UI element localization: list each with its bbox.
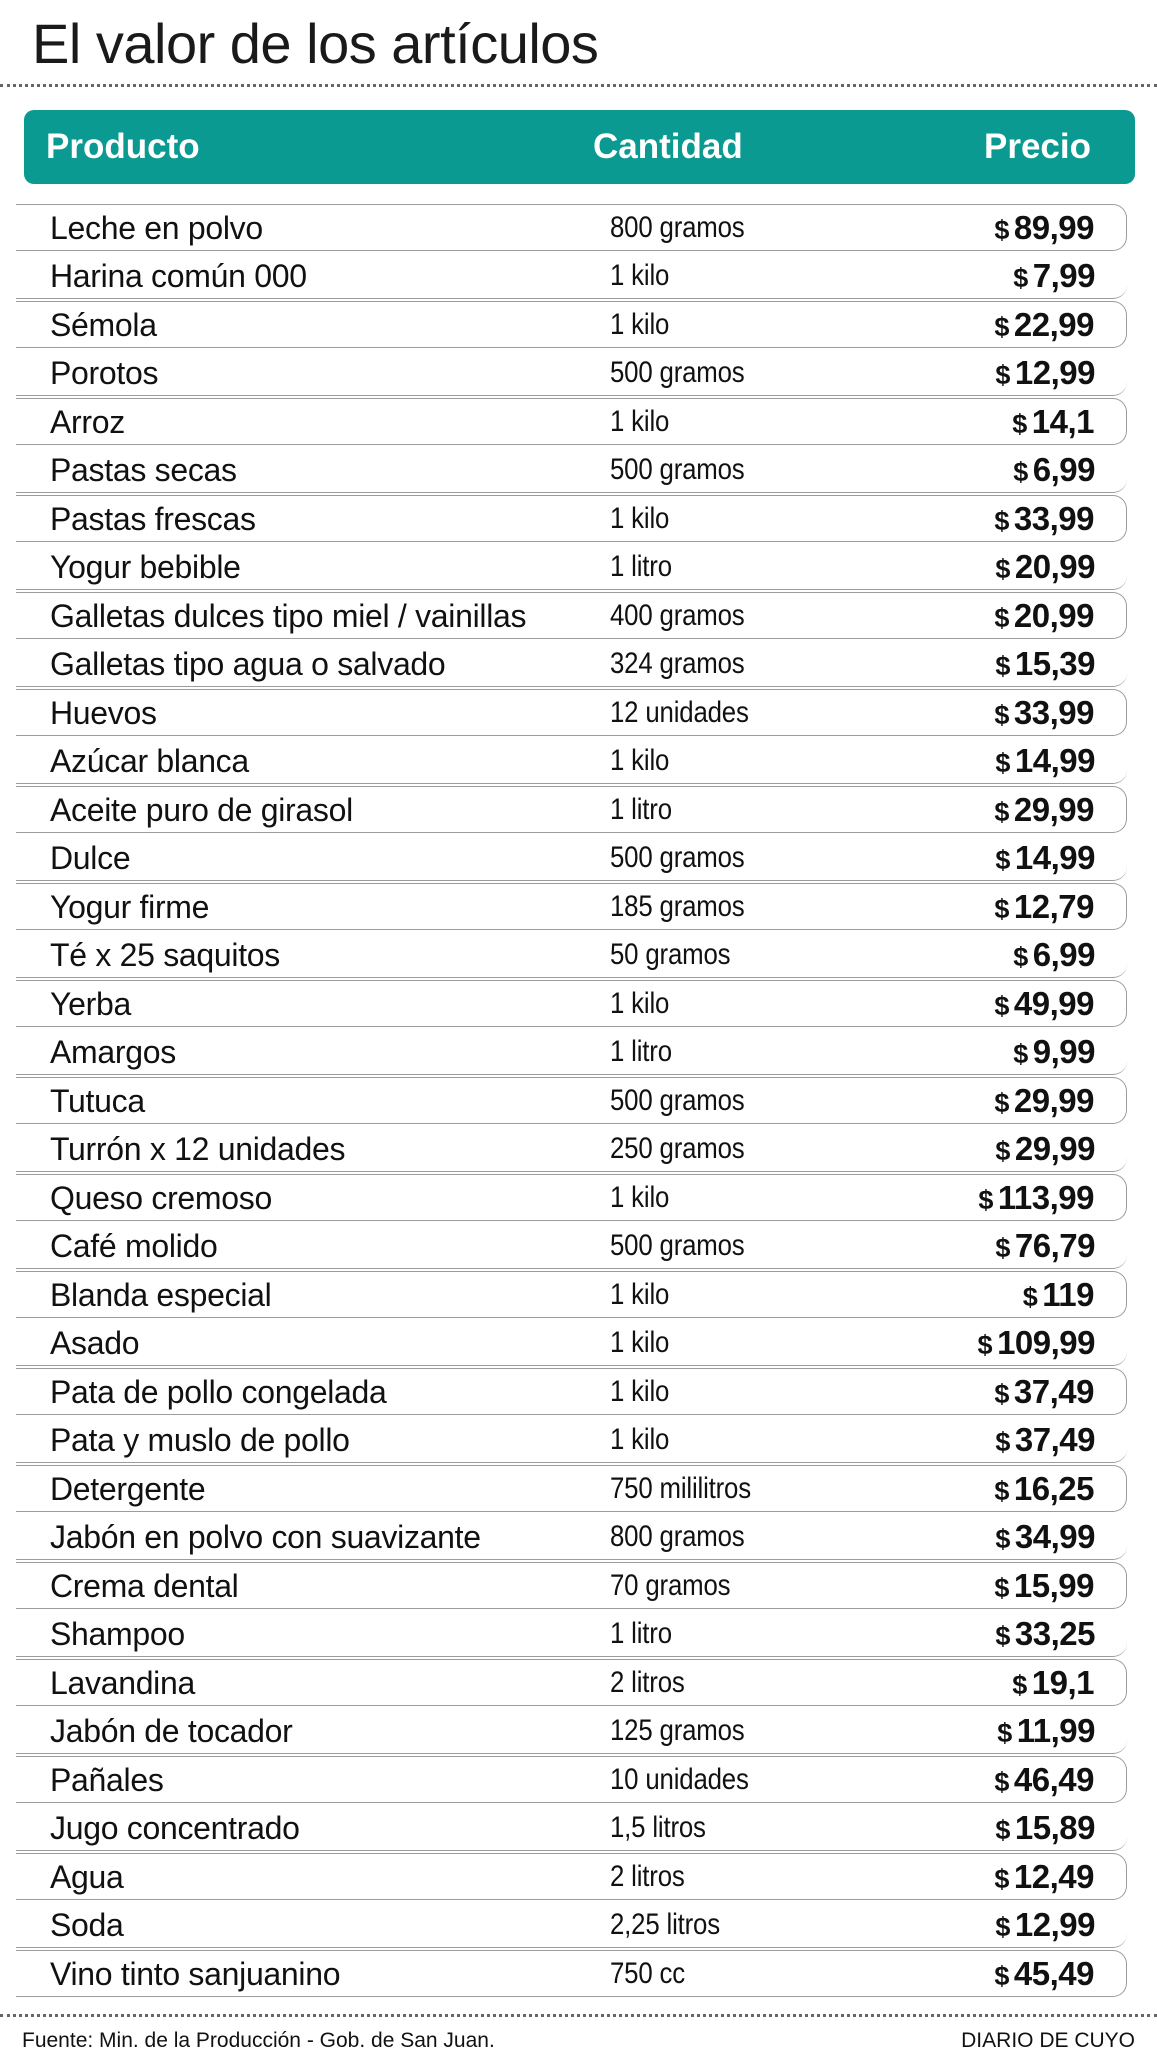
product-name: Turrón x 12 unidades	[50, 1130, 346, 1167]
price-value: 34,99	[1014, 1517, 1095, 1555]
currency-symbol: $	[994, 215, 1009, 245]
table-row	[16, 204, 1127, 251]
product-quantity: 1 kilo	[610, 258, 670, 292]
currency-symbol: $	[994, 797, 1009, 827]
currency-symbol: $	[1012, 409, 1027, 439]
product-price	[994, 690, 1094, 738]
product-quantity: 750 mililitros	[610, 1472, 751, 1505]
currency-symbol: $	[995, 1814, 1010, 1845]
product-price	[994, 1854, 1094, 1902]
currency-symbol: $	[995, 1911, 1010, 1942]
product-name: Queso cremoso	[50, 1180, 272, 1216]
price-value: 46,49	[1013, 1761, 1094, 1798]
product-price	[995, 1805, 1095, 1853]
product-price	[995, 641, 1095, 689]
table-row	[16, 350, 1127, 397]
price-value: 29,99	[1014, 1129, 1095, 1167]
product-price	[994, 496, 1094, 544]
table-row	[16, 398, 1127, 445]
product-price	[1023, 1272, 1094, 1320]
product-price	[994, 1369, 1094, 1417]
product-name: Aceite puro de girasol	[50, 792, 353, 828]
price-value: 33,99	[1013, 500, 1094, 537]
product-price	[994, 884, 1094, 932]
currency-symbol: $	[994, 1088, 1009, 1118]
product-name: Pata de pollo congelada	[50, 1374, 387, 1410]
table-row	[16, 1465, 1127, 1512]
price-value: 12,99	[1014, 1905, 1095, 1943]
product-price	[995, 544, 1095, 592]
table-row	[16, 1271, 1127, 1318]
currency-symbol: $	[995, 844, 1010, 875]
product-price	[994, 1951, 1094, 1999]
product-name: Sémola	[50, 307, 157, 343]
price-value: 6,99	[1032, 935, 1095, 973]
product-price	[995, 1514, 1095, 1562]
product-quantity: 500 gramos	[610, 1228, 745, 1262]
table-row	[16, 301, 1127, 348]
table-row	[16, 932, 1127, 979]
page-title: El valor de los artículos	[32, 12, 599, 75]
header-price: Precio	[984, 127, 1091, 166]
table-row	[16, 835, 1127, 882]
price-value: 20,99	[1014, 547, 1095, 585]
header-quantity: Cantidad	[593, 127, 743, 166]
product-quantity: 1 litro	[610, 549, 672, 583]
currency-symbol: $	[994, 1573, 1009, 1603]
table-row	[16, 1611, 1127, 1658]
product-quantity: 1 kilo	[610, 1325, 670, 1359]
currency-symbol: $	[995, 1232, 1010, 1263]
product-name: Porotos	[50, 354, 159, 391]
price-value: 15,89	[1014, 1808, 1095, 1846]
product-quantity: 2 litros	[610, 1666, 685, 1699]
product-quantity: 2 litros	[610, 1860, 685, 1893]
product-name: Azúcar blanca	[50, 742, 249, 779]
price-value: 14,99	[1014, 838, 1095, 876]
table-row	[16, 980, 1127, 1027]
product-name: Vino tinto sanjuanino	[50, 1956, 341, 1992]
currency-symbol: $	[994, 894, 1009, 924]
table-row	[16, 1223, 1127, 1270]
currency-symbol: $	[995, 1620, 1010, 1651]
product-name: Soda	[50, 1906, 124, 1943]
price-value: 15,99	[1013, 1567, 1094, 1604]
price-value: 15,39	[1014, 644, 1095, 682]
price-value: 12,79	[1013, 888, 1094, 925]
product-price	[994, 593, 1094, 641]
product-name: Pastas frescas	[50, 501, 256, 537]
product-quantity: 1 kilo	[610, 1375, 670, 1408]
product-name: Leche en polvo	[50, 210, 263, 246]
product-quantity: 12 unidades	[610, 696, 749, 729]
product-quantity: 250 gramos	[610, 1131, 745, 1165]
currency-symbol: $	[994, 603, 1009, 633]
product-price	[994, 205, 1094, 253]
price-value: 76,79	[1014, 1226, 1095, 1264]
product-price	[995, 1223, 1095, 1271]
currency-symbol: $	[977, 1329, 993, 1360]
product-price	[995, 1611, 1095, 1659]
table-row	[16, 1174, 1127, 1221]
product-name: Huevos	[50, 695, 157, 731]
currency-symbol: $	[994, 506, 1009, 536]
product-name: Pañales	[50, 1762, 164, 1798]
price-table	[16, 204, 1127, 1999]
price-value: 113,99	[997, 1179, 1094, 1216]
product-name: Galletas tipo agua o salvado	[50, 645, 446, 682]
product-price	[1012, 399, 1094, 447]
price-value: 9,99	[1032, 1032, 1095, 1070]
product-quantity: 10 unidades	[610, 1763, 749, 1796]
currency-symbol: $	[995, 1426, 1010, 1457]
currency-symbol: $	[1013, 262, 1028, 293]
table-row	[16, 1320, 1127, 1367]
product-quantity: 800 gramos	[610, 211, 745, 244]
price-value: 6,99	[1032, 450, 1095, 488]
table-row	[16, 447, 1127, 494]
table-row	[16, 738, 1127, 785]
product-quantity: 1 kilo	[610, 1181, 670, 1214]
product-price	[994, 1757, 1094, 1805]
price-value: 45,49	[1013, 1955, 1094, 1992]
currency-symbol: $	[1013, 941, 1028, 972]
price-value: 20,99	[1013, 597, 1094, 634]
table-row	[16, 544, 1127, 591]
source-note: Fuente: Min. de la Producción - Gob. de San Juan.	[22, 2029, 495, 2052]
product-price	[995, 350, 1095, 398]
table-row	[16, 1029, 1127, 1076]
product-quantity: 500 gramos	[610, 355, 745, 389]
currency-symbol: $	[994, 1379, 1009, 1409]
product-price	[994, 787, 1094, 835]
product-price	[995, 1417, 1095, 1465]
price-value: 49,99	[1013, 985, 1094, 1022]
product-name: Arroz	[50, 404, 125, 440]
product-quantity: 800 gramos	[610, 1519, 745, 1553]
currency-symbol: $	[1013, 456, 1028, 487]
product-name: Tutuca	[50, 1083, 145, 1119]
table-row	[16, 786, 1127, 833]
table-row	[16, 883, 1127, 930]
price-value: 119	[1042, 1276, 1094, 1313]
currency-symbol: $	[995, 650, 1010, 681]
product-quantity: 1 litro	[610, 1616, 672, 1650]
table-row	[16, 1077, 1127, 1124]
product-name: Agua	[50, 1859, 124, 1895]
product-name: Crema dental	[50, 1568, 239, 1604]
price-value: 22,99	[1013, 306, 1094, 343]
product-quantity: 1,5 litros	[610, 1810, 706, 1844]
price-value: 14,1	[1031, 403, 1094, 440]
product-name: Shampoo	[50, 1615, 185, 1652]
currency-symbol: $	[995, 1135, 1010, 1166]
price-value: 12,99	[1014, 353, 1095, 391]
price-value: 11,99	[1016, 1711, 1095, 1749]
product-price	[994, 1563, 1094, 1611]
price-value: 19,1	[1031, 1664, 1094, 1701]
product-name: Harina común 000	[50, 257, 307, 294]
product-quantity: 750 cc	[610, 1957, 685, 1990]
table-row	[16, 1950, 1127, 1997]
currency-symbol: $	[994, 1767, 1009, 1797]
table-row	[16, 253, 1127, 300]
product-quantity: 70 gramos	[610, 1569, 731, 1602]
table-row	[16, 1417, 1127, 1464]
currency-symbol: $	[994, 991, 1009, 1021]
product-price	[997, 1708, 1095, 1756]
product-quantity: 2,25 litros	[610, 1907, 720, 1941]
price-value: 12,49	[1013, 1858, 1094, 1895]
product-quantity: 125 gramos	[610, 1713, 745, 1747]
price-value: 29,99	[1013, 791, 1094, 828]
product-quantity: 1 kilo	[610, 405, 670, 438]
bottom-dotted-divider	[0, 2014, 1157, 2017]
product-quantity: 1 kilo	[610, 502, 670, 535]
currency-symbol: $	[995, 747, 1010, 778]
header-product: Producto	[46, 127, 200, 166]
product-price	[995, 835, 1095, 883]
product-quantity: 1 kilo	[610, 1422, 670, 1456]
product-price	[995, 738, 1095, 786]
product-name: Café molido	[50, 1227, 218, 1264]
price-value: 16,25	[1013, 1470, 1094, 1507]
product-price	[994, 981, 1094, 1029]
product-quantity: 1 kilo	[610, 308, 670, 341]
currency-symbol: $	[994, 312, 1009, 342]
table-row	[16, 1514, 1127, 1561]
currency-symbol: $	[994, 700, 1009, 730]
price-value: 33,25	[1014, 1614, 1095, 1652]
product-quantity: 500 gramos	[610, 840, 745, 874]
table-header	[24, 110, 1135, 184]
product-name: Blanda especial	[50, 1277, 272, 1313]
product-name: Yogur bebible	[50, 548, 241, 585]
currency-symbol: $	[994, 1864, 1009, 1894]
currency-symbol: $	[995, 553, 1010, 584]
product-price	[994, 302, 1094, 350]
product-price	[978, 1320, 1095, 1368]
product-price	[995, 1126, 1095, 1174]
product-name: Jugo concentrado	[50, 1809, 300, 1846]
product-name: Té x 25 saquitos	[50, 936, 280, 973]
product-name: Amargos	[50, 1033, 176, 1070]
product-name: Lavandina	[50, 1665, 195, 1701]
currency-symbol: $	[995, 1523, 1010, 1554]
product-quantity: 500 gramos	[610, 452, 745, 486]
product-quantity: 1 kilo	[610, 1278, 670, 1311]
product-price	[1013, 447, 1095, 495]
product-name: Pata y muslo de pollo	[50, 1421, 350, 1458]
price-value: 14,99	[1014, 741, 1095, 779]
currency-symbol: $	[994, 1961, 1009, 1991]
price-value: 33,99	[1013, 694, 1094, 731]
product-price	[978, 1175, 1094, 1223]
table-row	[16, 1708, 1127, 1755]
price-value: 7,99	[1032, 256, 1095, 294]
table-row	[16, 495, 1127, 542]
product-price	[1012, 1660, 1094, 1708]
product-quantity: 400 gramos	[610, 599, 745, 632]
product-name: Yogur firme	[50, 889, 210, 925]
product-price	[994, 1078, 1094, 1126]
product-price	[1013, 932, 1095, 980]
table-row	[16, 1902, 1127, 1949]
product-quantity: 1 litro	[610, 1034, 672, 1068]
price-value: 109,99	[997, 1323, 1095, 1361]
product-name: Detergente	[50, 1471, 206, 1507]
currency-symbol: $	[997, 1717, 1012, 1748]
table-row	[16, 1805, 1127, 1852]
table-row	[16, 1659, 1127, 1706]
table-row	[16, 689, 1127, 736]
product-name: Jabón de tocador	[50, 1712, 293, 1749]
product-price	[994, 1466, 1094, 1514]
currency-symbol: $	[978, 1185, 993, 1215]
table-row	[16, 592, 1127, 639]
product-quantity: 50 gramos	[610, 937, 731, 971]
product-name: Galletas dulces tipo miel / vainillas	[50, 598, 527, 634]
product-quantity: 185 gramos	[610, 890, 745, 923]
price-value: 37,49	[1013, 1373, 1094, 1410]
currency-symbol: $	[1022, 1282, 1038, 1312]
price-value: 29,99	[1013, 1082, 1094, 1119]
table-row	[16, 1853, 1127, 1900]
currency-symbol: $	[994, 1476, 1009, 1506]
product-name: Pastas secas	[50, 451, 237, 488]
product-price	[1013, 253, 1095, 301]
table-row	[16, 1756, 1127, 1803]
table-row	[16, 641, 1127, 688]
product-name: Dulce	[50, 839, 131, 876]
product-quantity: 500 gramos	[610, 1084, 745, 1117]
product-quantity: 1 kilo	[610, 743, 670, 777]
table-row	[16, 1126, 1127, 1173]
product-quantity: 1 kilo	[610, 987, 670, 1020]
product-price	[1013, 1029, 1095, 1077]
price-value: 89,99	[1013, 209, 1094, 246]
product-name: Yerba	[50, 986, 131, 1022]
table-row	[16, 1368, 1127, 1415]
table-row	[16, 1562, 1127, 1609]
currency-symbol: $	[1012, 1670, 1027, 1700]
product-quantity: 1 litro	[610, 793, 672, 826]
product-name: Jabón en polvo con suavizante	[50, 1518, 481, 1555]
top-dotted-divider	[0, 84, 1157, 87]
currency-symbol: $	[995, 359, 1010, 390]
product-quantity: 324 gramos	[610, 646, 745, 680]
publisher-credit: DIARIO DE CUYO	[961, 2029, 1135, 2052]
product-price	[995, 1902, 1095, 1950]
product-name: Asado	[50, 1324, 140, 1361]
price-value: 37,49	[1014, 1420, 1095, 1458]
currency-symbol: $	[1013, 1038, 1028, 1069]
